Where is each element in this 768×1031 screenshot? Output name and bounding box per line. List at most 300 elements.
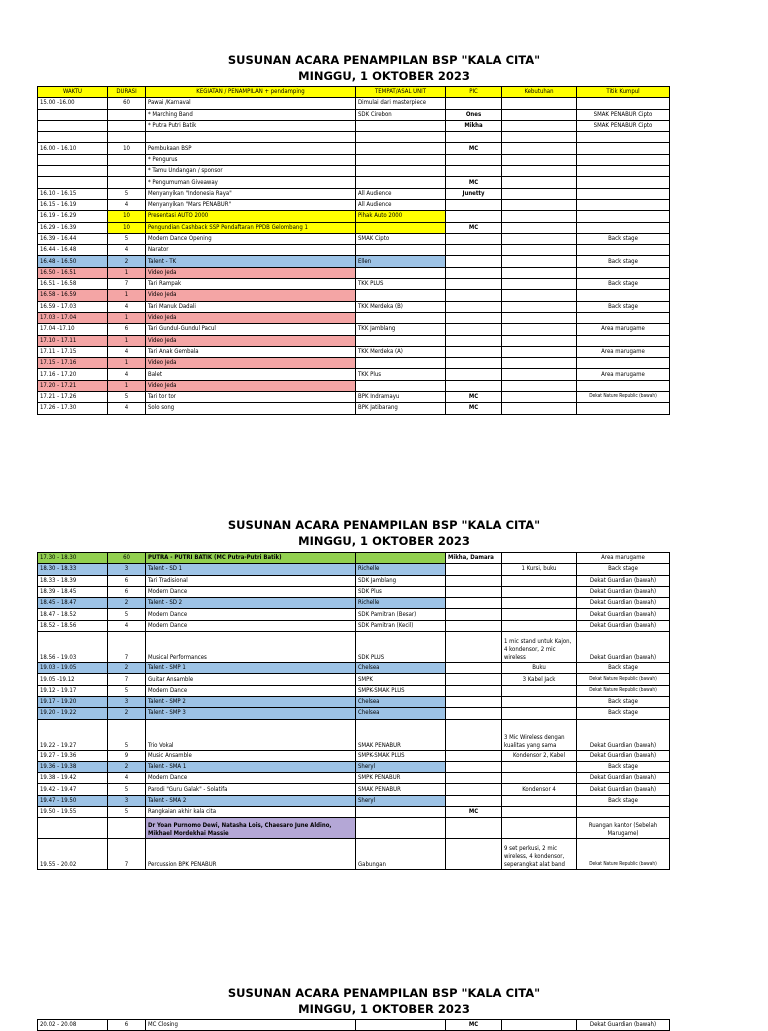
cell-tempat <box>356 312 446 323</box>
cell-kebutuhan <box>502 222 577 233</box>
cell-kegiatan: Music Ansamble <box>146 750 356 761</box>
cell-titik-kumpul: Dekat Guardian (bawah) <box>577 773 670 784</box>
cell-durasi: 60 <box>108 98 146 109</box>
cell-waktu: 17.20 - 17.21 <box>38 380 108 391</box>
cell-kebutuhan <box>502 267 577 278</box>
cell-durasi: 5 <box>108 392 146 403</box>
cell-titik-kumpul <box>577 403 670 414</box>
table-row <box>38 120 670 131</box>
cell-durasi: 4 <box>108 403 146 414</box>
cell-durasi: 4 <box>108 346 146 357</box>
cell-durasi: 1 <box>108 358 146 369</box>
table-row <box>38 346 670 357</box>
cell-durasi: 4 <box>108 773 146 784</box>
cell-durasi: 5 <box>108 719 146 750</box>
cell-pic <box>446 380 502 391</box>
cell-titik-kumpul <box>577 335 670 346</box>
cell-tempat: SMPK-SMAK PLUS <box>356 750 446 761</box>
cell-tempat <box>356 818 446 839</box>
table-row <box>38 324 670 335</box>
cell-kegiatan: Modern Dance <box>146 685 356 696</box>
header-titik-kumpul: Titik Kumpul <box>577 87 670 98</box>
cell-kebutuhan: 1 mic stand untuk Kajon, 4 kondensor, 2 mic wireless <box>502 632 577 663</box>
cell-titik-kumpul <box>577 380 670 391</box>
schedule-table-3 <box>37 1019 670 1031</box>
cell-kegiatan: Pawai /Karnaval <box>146 98 356 109</box>
cell-pic <box>446 773 502 784</box>
cell-kebutuhan <box>502 279 577 290</box>
cell-waktu: 19.50 - 19.55 <box>38 807 108 818</box>
cell-titik-kumpul <box>577 166 670 177</box>
cell-pic <box>446 598 502 609</box>
cell-kebutuhan: 3 Kabel Jack <box>502 674 577 685</box>
cell-pic <box>446 839 502 870</box>
cell-titik-kumpul <box>577 188 670 199</box>
cell-titik-kumpul <box>577 98 670 109</box>
cell-tempat <box>356 245 446 256</box>
cell-waktu: 16.58 - 16.59 <box>38 290 108 301</box>
cell-durasi <box>108 132 146 143</box>
cell-waktu: 18.39 - 18.45 <box>38 586 108 597</box>
schedule-table-1 <box>37 86 670 415</box>
cell-kegiatan: Rangkaian akhir kala cita <box>146 807 356 818</box>
cell-kebutuhan <box>502 132 577 143</box>
cell-pic <box>446 750 502 761</box>
cell-tempat: SDK Plus <box>356 586 446 597</box>
table-row <box>38 369 670 380</box>
cell-durasi <box>108 109 146 120</box>
cell-titik-kumpul <box>577 245 670 256</box>
cell-waktu <box>38 154 108 165</box>
cell-pic <box>446 685 502 696</box>
cell-kebutuhan <box>502 795 577 806</box>
cell-waktu: 19.03 - 19.05 <box>38 663 108 674</box>
cell-kebutuhan <box>502 773 577 784</box>
cell-tempat <box>356 1020 446 1031</box>
cell-pic <box>446 795 502 806</box>
cell-kegiatan: Talent - SMA 1 <box>146 761 356 772</box>
cell-kegiatan: Video Jeda <box>146 380 356 391</box>
table-row <box>38 632 670 663</box>
cell-pic: MC <box>446 807 502 818</box>
cell-durasi: 2 <box>108 663 146 674</box>
cell-tempat: Chelsea <box>356 663 446 674</box>
cell-pic <box>446 324 502 335</box>
cell-kebutuhan <box>502 380 577 391</box>
cell-kegiatan: Modern Dance <box>146 773 356 784</box>
cell-kegiatan: Dr Yoan Purnomo Dewi, Natasha Lois, Chaesaro June Aldino, Mikhael Mordekhai Massie <box>146 818 356 839</box>
cell-durasi <box>108 177 146 188</box>
cell-durasi: 6 <box>108 324 146 335</box>
cell-pic <box>446 696 502 707</box>
cell-durasi: 5 <box>108 784 146 795</box>
cell-kegiatan: Parodi "Guru Galak" - Solatifa <box>146 784 356 795</box>
header-kegiatan: KEGIATAN / PENAMPILAN + pendamping <box>146 87 356 98</box>
cell-durasi <box>108 166 146 177</box>
table-row <box>38 575 670 586</box>
cell-durasi: 9 <box>108 750 146 761</box>
cell-waktu: 17.16 - 17.20 <box>38 369 108 380</box>
table-row <box>38 98 670 109</box>
cell-tempat: TKK Merdeka (B) <box>356 301 446 312</box>
cell-pic <box>446 290 502 301</box>
cell-titik-kumpul: Dekat Nature Republic (bawah) <box>577 392 670 403</box>
table-row <box>38 620 670 631</box>
cell-durasi: 6 <box>108 1020 146 1031</box>
table-row <box>38 553 670 564</box>
cell-pic <box>446 335 502 346</box>
cell-durasi: 4 <box>108 620 146 631</box>
cell-kebutuhan <box>502 98 577 109</box>
cell-durasi: 3 <box>108 795 146 806</box>
schedule-section-1 <box>0 52 768 84</box>
cell-kebutuhan: Kondensor 4 <box>502 784 577 795</box>
cell-waktu: 18.45 - 18.47 <box>38 598 108 609</box>
cell-pic <box>446 708 502 719</box>
cell-pic <box>446 784 502 795</box>
cell-waktu: 18.33 - 18.39 <box>38 575 108 586</box>
cell-titik-kumpul: Dekat Guardian (bawah) <box>577 784 670 795</box>
cell-kebutuhan <box>502 312 577 323</box>
cell-tempat: Sheryl <box>356 795 446 806</box>
cell-waktu <box>38 109 108 120</box>
cell-waktu: 19.12 - 19.17 <box>38 685 108 696</box>
cell-kebutuhan <box>502 143 577 154</box>
cell-titik-kumpul: Back stage <box>577 279 670 290</box>
cell-tempat: Richelle <box>356 564 446 575</box>
cell-pic: Junetty <box>446 188 502 199</box>
cell-durasi: 5 <box>108 807 146 818</box>
cell-kegiatan: Video Jeda <box>146 358 356 369</box>
table-header-row <box>38 87 670 98</box>
cell-waktu: 19.38 - 19.42 <box>38 773 108 784</box>
cell-kegiatan: Pengundian Cashback SSP Pendaftaran PPDB Gelombang 1 <box>146 222 356 233</box>
cell-tempat <box>356 143 446 154</box>
cell-kebutuhan <box>502 256 577 267</box>
cell-tempat: TKK Merdeka (A) <box>356 346 446 357</box>
table-row <box>38 773 670 784</box>
cell-waktu <box>38 166 108 177</box>
cell-tempat <box>356 267 446 278</box>
cell-pic: MC <box>446 1020 502 1031</box>
table-row <box>38 598 670 609</box>
cell-tempat: Pihak Auto 2000 <box>356 211 446 222</box>
table-row <box>38 818 670 839</box>
cell-kebutuhan <box>502 807 577 818</box>
cell-kegiatan: Tari tor tor <box>146 392 356 403</box>
cell-titik-kumpul: Back stage <box>577 708 670 719</box>
cell-titik-kumpul: Dekat Guardian (bawah) <box>577 750 670 761</box>
cell-titik-kumpul: SMAK PENABUR Cipto <box>577 120 670 131</box>
cell-durasi: 10 <box>108 222 146 233</box>
cell-tempat: Chelsea <box>356 708 446 719</box>
table-row <box>38 784 670 795</box>
cell-durasi: 5 <box>108 188 146 199</box>
cell-kebutuhan <box>502 369 577 380</box>
cell-kegiatan: Talent - TK <box>146 256 356 267</box>
cell-durasi: 7 <box>108 674 146 685</box>
cell-pic <box>446 620 502 631</box>
cell-tempat: SDK Cirebon <box>356 109 446 120</box>
schedule-section-2 <box>0 517 768 549</box>
table-row <box>38 233 670 244</box>
page-title: SUSUNAN ACARA PENAMPILAN BSP "KALA CITA" <box>227 53 541 67</box>
cell-titik-kumpul: Back stage <box>577 301 670 312</box>
cell-tempat <box>356 335 446 346</box>
cell-waktu: 16.50 - 16.51 <box>38 267 108 278</box>
cell-kebutuhan <box>502 199 577 210</box>
table-row <box>38 312 670 323</box>
cell-waktu: 19.42 - 19.47 <box>38 784 108 795</box>
cell-tempat <box>356 380 446 391</box>
table-row <box>38 199 670 210</box>
cell-kebutuhan <box>502 708 577 719</box>
cell-kegiatan: Presentasi AUTO 2000 <box>146 211 356 222</box>
cell-kebutuhan <box>502 818 577 839</box>
cell-pic <box>446 132 502 143</box>
cell-titik-kumpul: Area marugame <box>577 369 670 380</box>
cell-durasi: 2 <box>108 761 146 772</box>
cell-tempat: SMPK PENABUR <box>356 773 446 784</box>
cell-kegiatan: Narator <box>146 245 356 256</box>
cell-pic: MC <box>446 403 502 414</box>
cell-durasi <box>108 154 146 165</box>
cell-durasi: 5 <box>108 685 146 696</box>
cell-tempat: SMPK-SMAK PLUS <box>356 685 446 696</box>
table-row <box>38 696 670 707</box>
cell-durasi: 1 <box>108 335 146 346</box>
cell-durasi: 10 <box>108 211 146 222</box>
cell-kegiatan: Tari Gundul-Gundul Pacul <box>146 324 356 335</box>
cell-kegiatan: Tari Manuk Dadali <box>146 301 356 312</box>
cell-durasi: 5 <box>108 609 146 620</box>
cell-waktu: 19.36 - 19.38 <box>38 761 108 772</box>
cell-kebutuhan <box>502 335 577 346</box>
cell-kegiatan: Tari Rampak <box>146 279 356 290</box>
cell-tempat: All Audience <box>356 199 446 210</box>
cell-pic: MC <box>446 222 502 233</box>
cell-kegiatan: Modern Dance <box>146 609 356 620</box>
cell-pic <box>446 245 502 256</box>
cell-pic <box>446 211 502 222</box>
cell-titik-kumpul: Area marugame <box>577 324 670 335</box>
cell-durasi: 2 <box>108 708 146 719</box>
cell-kebutuhan <box>502 233 577 244</box>
cell-kebutuhan <box>502 392 577 403</box>
cell-waktu <box>38 132 108 143</box>
cell-titik-kumpul <box>577 358 670 369</box>
cell-waktu: 16.51 - 16.58 <box>38 279 108 290</box>
cell-pic <box>446 256 502 267</box>
cell-titik-kumpul: SMAK PENABUR Cipto <box>577 109 670 120</box>
cell-tempat: SMAK PENABUR <box>356 719 446 750</box>
cell-pic <box>446 346 502 357</box>
table-row <box>38 301 670 312</box>
cell-titik-kumpul: Dekat Guardian (bawah) <box>577 1020 670 1031</box>
cell-titik-kumpul <box>577 143 670 154</box>
cell-pic <box>446 575 502 586</box>
cell-pic <box>446 632 502 663</box>
cell-kegiatan: Guitar Ansamble <box>146 674 356 685</box>
cell-durasi: 2 <box>108 256 146 267</box>
cell-kegiatan <box>146 132 356 143</box>
cell-durasi: 1 <box>108 312 146 323</box>
table-row <box>38 663 670 674</box>
cell-tempat <box>356 807 446 818</box>
table-row <box>38 109 670 120</box>
cell-kebutuhan <box>502 761 577 772</box>
table-row <box>38 154 670 165</box>
cell-kebutuhan <box>502 120 577 131</box>
cell-durasi: 6 <box>108 586 146 597</box>
cell-waktu: 16.39 - 16.44 <box>38 233 108 244</box>
cell-kegiatan: * Marching Band <box>146 109 356 120</box>
header-tempat: TEMPAT/ASAL UNIT <box>356 87 446 98</box>
cell-waktu: 16.15 - 16.19 <box>38 199 108 210</box>
cell-titik-kumpul: Back stage <box>577 256 670 267</box>
cell-tempat: Richelle <box>356 598 446 609</box>
page-subtitle-date-3: MINGGU, 1 OKTOBER 2023 <box>298 1002 470 1016</box>
cell-waktu: 19.20 - 19.22 <box>38 708 108 719</box>
cell-waktu: 17.30 - 18.30 <box>38 553 108 564</box>
cell-pic <box>446 761 502 772</box>
cell-pic <box>446 233 502 244</box>
cell-kebutuhan <box>502 245 577 256</box>
cell-titik-kumpul <box>577 290 670 301</box>
cell-durasi <box>108 818 146 839</box>
cell-kegiatan: Modern Dance Opening <box>146 233 356 244</box>
cell-kebutuhan <box>502 324 577 335</box>
cell-titik-kumpul <box>577 267 670 278</box>
cell-durasi: 10 <box>108 143 146 154</box>
cell-kegiatan: Solo song <box>146 403 356 414</box>
cell-waktu: 18.56 - 19.03 <box>38 632 108 663</box>
cell-kebutuhan <box>502 301 577 312</box>
cell-tempat: TKK PLUS <box>356 279 446 290</box>
cell-kebutuhan <box>502 166 577 177</box>
cell-durasi: 7 <box>108 279 146 290</box>
cell-tempat: BPK Indramayu <box>356 392 446 403</box>
cell-kegiatan: Tari Anak Gembala <box>146 346 356 357</box>
cell-durasi: 4 <box>108 199 146 210</box>
table-row <box>38 132 670 143</box>
schedule-table-2 <box>37 552 670 870</box>
cell-titik-kumpul: Area marugame <box>577 346 670 357</box>
cell-pic <box>446 369 502 380</box>
cell-waktu: 16.48 - 16.50 <box>38 256 108 267</box>
table-row <box>38 750 670 761</box>
cell-durasi: 60 <box>108 553 146 564</box>
page-title-2: SUSUNAN ACARA PENAMPILAN BSP "KALA CITA" <box>227 518 541 532</box>
cell-tempat <box>356 358 446 369</box>
cell-titik-kumpul: Dekat Nature Republic (bawah) <box>577 685 670 696</box>
cell-tempat <box>356 553 446 564</box>
cell-durasi <box>108 120 146 131</box>
cell-pic <box>446 674 502 685</box>
cell-titik-kumpul: Back stage <box>577 761 670 772</box>
cell-durasi: 1 <box>108 380 146 391</box>
cell-waktu: 18.47 - 18.52 <box>38 609 108 620</box>
cell-titik-kumpul: Dekat Guardian (bawah) <box>577 719 670 750</box>
cell-kegiatan: Video Jeda <box>146 267 356 278</box>
schedule-section-3 <box>0 985 768 1017</box>
cell-kegiatan: Video Jeda <box>146 335 356 346</box>
cell-tempat: All Audience <box>356 188 446 199</box>
cell-titik-kumpul: Back stage <box>577 233 670 244</box>
cell-kebutuhan <box>502 403 577 414</box>
table-row <box>38 839 670 870</box>
cell-durasi: 1 <box>108 290 146 301</box>
cell-tempat: Sheryl <box>356 761 446 772</box>
cell-kegiatan: Balet <box>146 369 356 380</box>
cell-tempat: SDK Pamitran (Besar) <box>356 609 446 620</box>
cell-pic <box>446 719 502 750</box>
cell-pic: Mikha, Damara <box>446 553 502 564</box>
cell-tempat: Ellen <box>356 256 446 267</box>
cell-tempat: Chelsea <box>356 696 446 707</box>
cell-kebutuhan <box>502 177 577 188</box>
cell-waktu: 20.02 - 20.08 <box>38 1020 108 1031</box>
cell-pic <box>446 301 502 312</box>
table-row <box>38 290 670 301</box>
cell-titik-kumpul <box>577 222 670 233</box>
cell-waktu: 16.59 - 17.03 <box>38 301 108 312</box>
cell-tempat <box>356 290 446 301</box>
cell-kebutuhan <box>502 346 577 357</box>
cell-pic <box>446 267 502 278</box>
table-row <box>38 609 670 620</box>
cell-waktu: 19.22 - 19.27 <box>38 719 108 750</box>
cell-pic: MC <box>446 177 502 188</box>
cell-kegiatan: * Putra Putri Batik <box>146 120 356 131</box>
cell-pic: MC <box>446 143 502 154</box>
cell-titik-kumpul: Area marugame <box>577 553 670 564</box>
cell-waktu: 16.19 - 16.29 <box>38 211 108 222</box>
table-row <box>38 211 670 222</box>
cell-kegiatan: * Pengumuman Giveaway <box>146 177 356 188</box>
cell-tempat: SMAK Cipto <box>356 233 446 244</box>
cell-tempat: SDK PLUS <box>356 632 446 663</box>
cell-titik-kumpul <box>577 312 670 323</box>
header-kebutuhan: Kebutuhan <box>502 87 577 98</box>
cell-kebutuhan: 9 set perkusi, 2 mic wireless, 4 kondensor, seperangkat alat band <box>502 839 577 870</box>
cell-pic <box>446 98 502 109</box>
cell-waktu: 17.21 - 17.26 <box>38 392 108 403</box>
cell-pic <box>446 663 502 674</box>
cell-tempat: SDK Pamitran (Kecil) <box>356 620 446 631</box>
cell-durasi: 2 <box>108 598 146 609</box>
cell-kegiatan: Percussion BPK PENABUR <box>146 839 356 870</box>
table-row <box>38 245 670 256</box>
cell-durasi: 3 <box>108 564 146 575</box>
table-row <box>38 166 670 177</box>
table-row <box>38 143 670 154</box>
cell-kegiatan: Talent - SMP 1 <box>146 663 356 674</box>
table-row <box>38 222 670 233</box>
cell-pic <box>446 586 502 597</box>
cell-titik-kumpul: Back stage <box>577 795 670 806</box>
table-row <box>38 335 670 346</box>
table-row <box>38 403 670 414</box>
cell-kegiatan: Tari Tradisional <box>146 575 356 586</box>
cell-kegiatan: Modern Dance <box>146 620 356 631</box>
cell-kegiatan: PUTRA - PUTRI BATIK (MC Putra-Putri Batik) <box>146 553 356 564</box>
table-row <box>38 188 670 199</box>
cell-kegiatan: * Pengurus <box>146 154 356 165</box>
cell-durasi: 5 <box>108 233 146 244</box>
cell-kegiatan: * Tamu Undangan / sponsor <box>146 166 356 177</box>
cell-durasi: 6 <box>108 575 146 586</box>
